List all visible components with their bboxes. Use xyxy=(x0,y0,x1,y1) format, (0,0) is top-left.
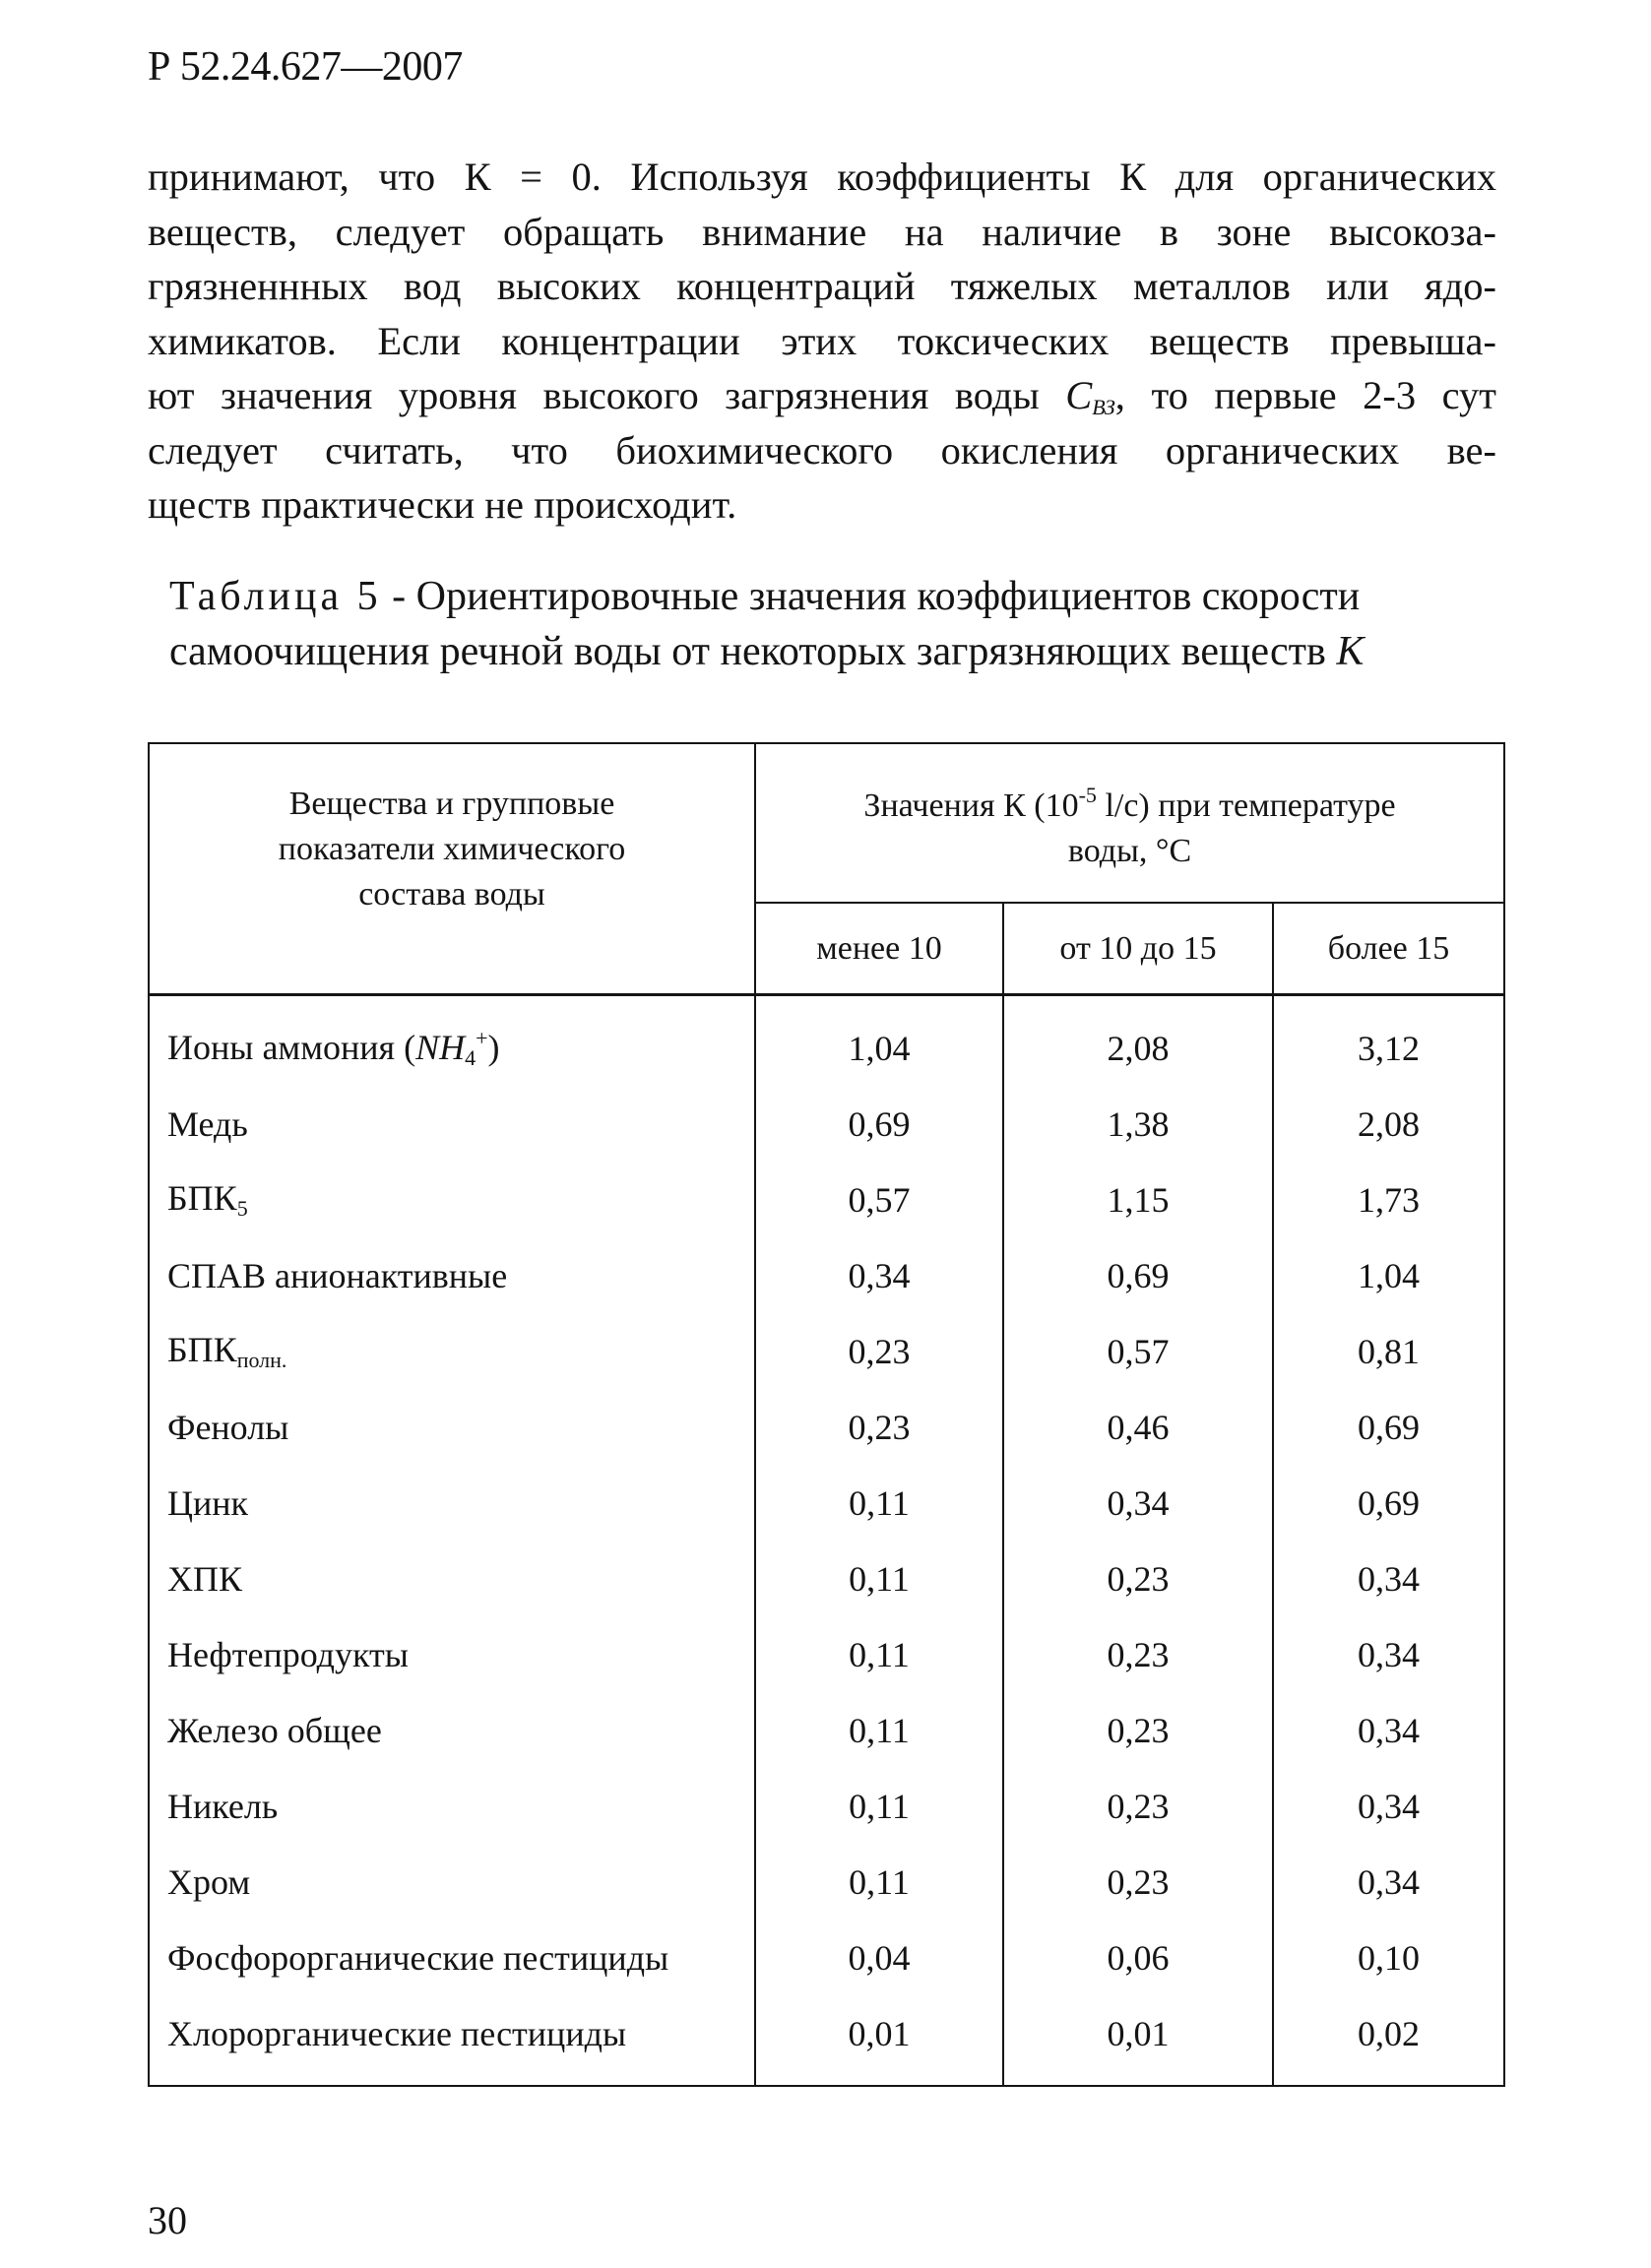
table-row xyxy=(149,1541,1504,1616)
coefficients-table xyxy=(148,742,1505,2087)
table-row xyxy=(149,1162,1504,1237)
value-below-10: 0,11 xyxy=(849,1634,910,1674)
substance-name: Железо общее xyxy=(149,1692,755,1768)
table-row xyxy=(149,1389,1504,1465)
table-row xyxy=(149,1692,1504,1768)
table-row xyxy=(149,1086,1504,1162)
value-below-10: 0,11 xyxy=(849,1710,910,1750)
paragraph-line: веществ, следует обращать внимание на наличие в зоне высокоза- xyxy=(148,209,1496,254)
value-above-15: 0,34 xyxy=(1358,1558,1421,1599)
symbol-cvz xyxy=(1065,373,1115,417)
formula-sub: 4 xyxy=(465,1044,476,1070)
value-10-15: 2,08 xyxy=(1003,995,1273,1087)
value-10-15: 0,23 xyxy=(1003,1541,1273,1616)
value-10-15: 0,34 xyxy=(1003,1465,1273,1541)
value-above-15: 2,08 xyxy=(1358,1103,1421,1144)
value-above-15: 1,04 xyxy=(1358,1255,1421,1295)
paragraph-line: принимают, что К = 0. Используя коэффициенты К для органических xyxy=(148,155,1496,199)
substance-name-text: Ионы аммония ( xyxy=(167,1027,416,1067)
header-substances xyxy=(149,743,755,995)
substance-name: СПАВ анионактивные xyxy=(149,1237,755,1313)
table-row xyxy=(149,1920,1504,1995)
substance-name: Цинк xyxy=(149,1465,755,1541)
caption-symbol: К xyxy=(1336,629,1365,674)
value-above-15: 0,34 xyxy=(1358,1634,1421,1674)
value-below-10: 0,11 xyxy=(849,1861,910,1902)
value-10-15: 0,23 xyxy=(1003,1616,1273,1692)
value-above-15: 0,69 xyxy=(1358,1407,1421,1447)
substance-name: Медь xyxy=(149,1086,755,1162)
table-row xyxy=(149,1844,1504,1920)
value-above-15: 0,34 xyxy=(1358,1786,1421,1826)
value-10-15: 1,38 xyxy=(1003,1086,1273,1162)
coefficients-table-wrap xyxy=(148,742,1505,2087)
value-below-10: 0,04 xyxy=(848,1937,911,1978)
subheader-below-10: менее 10 xyxy=(755,903,1003,995)
paragraph-line: химикатов. Если концентрации этих токсических веществ превыша- xyxy=(148,318,1496,363)
substance-name: ХПК xyxy=(149,1541,755,1616)
table-caption xyxy=(169,569,1498,679)
formula-tail: ) xyxy=(487,1027,500,1067)
value-above-15: 0,69 xyxy=(1358,1482,1421,1523)
value-below-10: 0,23 xyxy=(848,1331,911,1371)
paragraph-line: ществ практически не происходит. xyxy=(148,482,737,527)
header-substances-line: показатели химического xyxy=(278,830,626,867)
value-above-15: 3,12 xyxy=(1358,1028,1421,1068)
header-substances-line: состава воды xyxy=(358,875,545,913)
value-10-15: 0,57 xyxy=(1003,1313,1273,1389)
value-10-15: 1,15 xyxy=(1003,1162,1273,1237)
table-row xyxy=(149,1768,1504,1844)
value-above-15: 0,34 xyxy=(1358,1861,1421,1902)
substance-name: Никель xyxy=(149,1768,755,1844)
table-row xyxy=(149,995,1504,1087)
header-k-exponent: -5 xyxy=(1078,782,1097,807)
substance-name: Хлорорганические пестициды xyxy=(149,1995,755,2086)
substance-name xyxy=(149,1313,755,1389)
value-10-15: 0,23 xyxy=(1003,1844,1273,1920)
value-above-15: 0,02 xyxy=(1358,2013,1421,2053)
value-10-15: 0,23 xyxy=(1003,1692,1273,1768)
document-number: Р 52.24.627—2007 xyxy=(148,44,463,90)
body-paragraph xyxy=(148,150,1496,533)
substance-subscript: 5 xyxy=(236,1196,248,1221)
paragraph-line xyxy=(148,368,1496,423)
header-k-values xyxy=(755,743,1504,903)
substance-name: Хром xyxy=(149,1844,755,1920)
substance-name: Фосфорорганические пестициды xyxy=(149,1920,755,1995)
substance-name-text: БПК xyxy=(167,1330,237,1369)
value-above-15: 0,10 xyxy=(1358,1937,1421,1978)
symbol-subscript: ВЗ xyxy=(1092,395,1115,419)
formula-sup: + xyxy=(476,1025,488,1050)
paragraph-line-end: , то первые 2-3 сут xyxy=(1114,373,1496,417)
page-number: 30 xyxy=(148,2198,187,2242)
table-row xyxy=(149,1465,1504,1541)
table-row xyxy=(149,1995,1504,2086)
value-below-10: 0,69 xyxy=(848,1103,911,1144)
value-above-15: 0,34 xyxy=(1358,1710,1421,1750)
value-10-15: 0,46 xyxy=(1003,1389,1273,1465)
paragraph-line: грязненнных вод высоких концентраций тяжелых металлов или ядо- xyxy=(148,264,1496,308)
substance-subscript: полн. xyxy=(236,1348,287,1372)
table-row xyxy=(149,1616,1504,1692)
caption-line-2: самоочищения речной воды от некоторых загрязняющих веществ xyxy=(169,629,1326,674)
formula-nh: NH xyxy=(415,1027,466,1067)
caption-line-1: - Ориентировочные значения коэффициентов скорости xyxy=(381,574,1361,619)
header-k-pre: Значения К (10 xyxy=(863,787,1079,824)
value-below-10: 0,57 xyxy=(848,1179,911,1220)
substance-name xyxy=(149,995,755,1087)
paragraph-line-start: ют значения уровня высокого загрязнения воды xyxy=(148,373,1040,417)
value-below-10: 0,34 xyxy=(848,1255,911,1295)
table-row xyxy=(149,1237,1504,1313)
header-k-post: l/с) при температуре xyxy=(1096,787,1396,824)
substance-name xyxy=(149,1162,755,1237)
value-below-10: 0,23 xyxy=(848,1407,911,1447)
value-above-15: 0,81 xyxy=(1358,1331,1421,1371)
symbol-base: C xyxy=(1065,373,1093,417)
value-10-15: 0,01 xyxy=(1003,1995,1273,2086)
value-10-15: 0,23 xyxy=(1003,1768,1273,1844)
header-substances-line: Вещества и групповые xyxy=(288,785,615,822)
header-k-line2: воды, °С xyxy=(1067,832,1192,869)
value-below-10: 0,11 xyxy=(849,1482,910,1523)
value-below-10: 1,04 xyxy=(848,1028,911,1068)
table-label: Таблица 5 xyxy=(169,574,382,619)
value-10-15: 0,06 xyxy=(1003,1920,1273,1995)
value-below-10: 0,11 xyxy=(849,1786,910,1826)
substance-name: Нефтепродукты xyxy=(149,1616,755,1692)
substance-name-text: БПК xyxy=(167,1178,237,1218)
substance-name: Фенолы xyxy=(149,1389,755,1465)
value-below-10: 0,01 xyxy=(848,2013,911,2053)
value-above-15: 1,73 xyxy=(1358,1179,1421,1220)
value-below-10: 0,11 xyxy=(849,1558,910,1599)
table-row xyxy=(149,1313,1504,1389)
subheader-above-15: более 15 xyxy=(1273,903,1504,995)
subheader-10-15: от 10 до 15 xyxy=(1003,903,1273,995)
value-10-15: 0,69 xyxy=(1003,1237,1273,1313)
paragraph-line: следует считать, что биохимического окисления органических ве- xyxy=(148,427,1496,472)
